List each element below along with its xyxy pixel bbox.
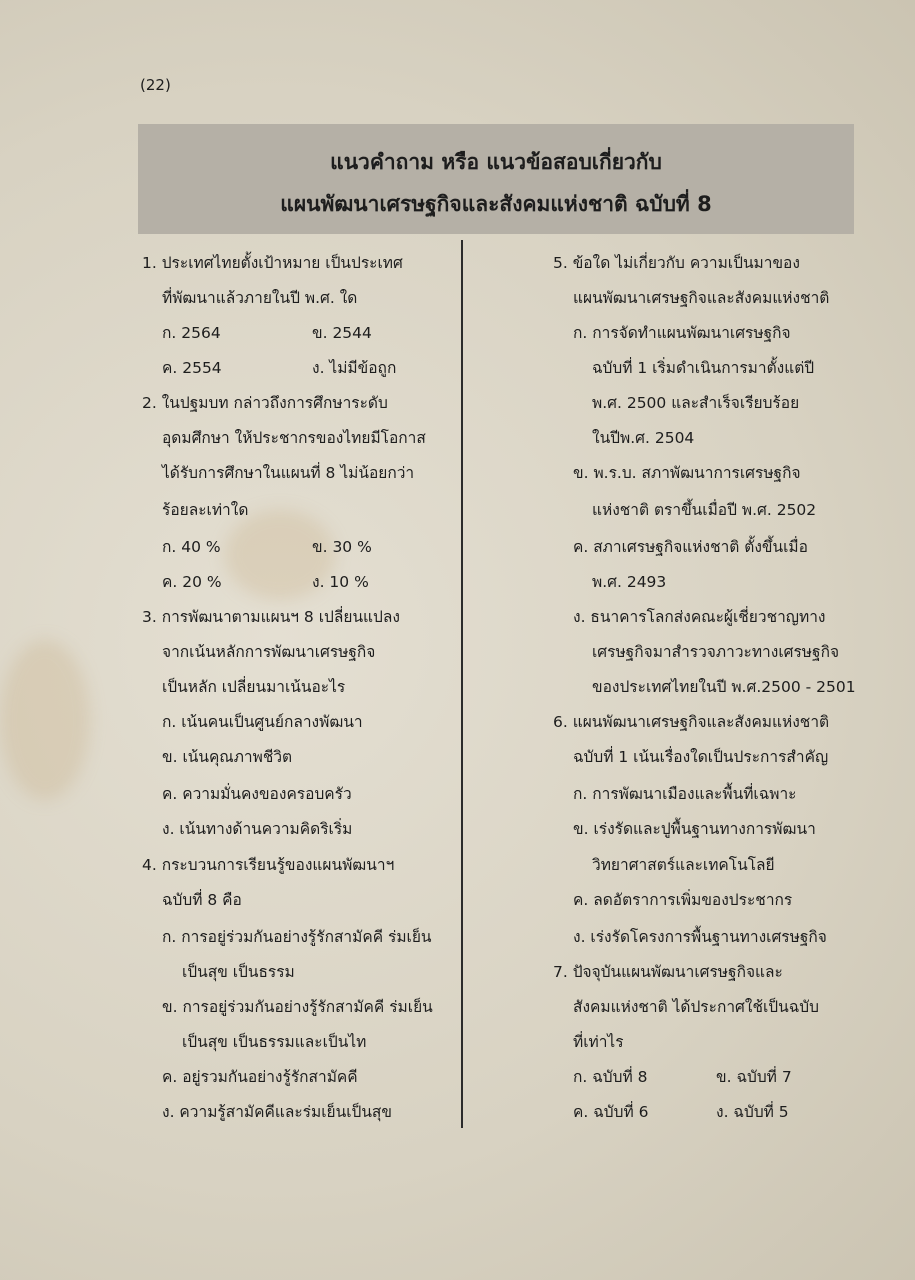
choice-b: ข. 2544	[312, 324, 372, 342]
question-text: เป็นหลัก เปลี่ยนมาเน้นอะไร	[162, 678, 346, 696]
question-text: 2. ในปฐมบท กล่าวถึงการศึกษาระดับ	[142, 394, 388, 412]
choice-c: ค. ความมั่นคงของครอบครัว	[162, 785, 352, 803]
choice-c-continued: พ.ศ. 2493	[592, 573, 667, 591]
choice-d: ง. ความรู้สามัคคีและร่มเย็นเป็นสุข	[162, 1103, 392, 1121]
choice-d: ง. 10 %	[312, 573, 369, 591]
choice-b: ข. เร่งรัดและปูพื้นฐานทางการพัฒนา	[573, 820, 816, 838]
question-text: ร้อยละเท่าใด	[162, 501, 249, 519]
choice-b: ข. การอยู่ร่วมกันอย่างรู้รักสามัคคี ร่มเย็น	[162, 998, 433, 1016]
question-text: แผนพัฒนาเศรษฐกิจและสังคมแห่งชาติ	[573, 289, 830, 307]
paper-stain	[0, 640, 90, 800]
choice-d: ง. เน้นทางด้านความคิดริเริ่ม	[162, 820, 353, 838]
question-text: 1. ประเทศไทยตั้งเป้าหมาย เป็นประเทศ	[142, 254, 403, 272]
choice-a: ก. เน้นคนเป็นศูนย์กลางพัฒนา	[162, 713, 363, 731]
column-divider	[461, 240, 463, 1128]
question-text: 5. ข้อใด ไม่เกี่ยวกับ ความเป็นมาของ	[553, 254, 800, 272]
choice-c: ค. 20 %	[162, 573, 222, 591]
choice-a: ก. ฉบับที่ 8	[573, 1068, 648, 1086]
choice-b: ข. พ.ร.บ. สภาพัฒนาการเศรษฐกิจ	[573, 464, 801, 482]
question-text: จากเน้นหลักการพัฒนาเศรษฐกิจ	[162, 643, 376, 661]
page-number: (22)	[140, 76, 171, 94]
choice-b-continued: แห่งชาติ ตราขึ้นเมื่อปี พ.ศ. 2502	[592, 501, 817, 519]
choice-a: ก. 2564	[162, 324, 221, 342]
choice-a: ก. การจัดทำแผนพัฒนาเศรษฐกิจ	[573, 324, 791, 342]
choice-a: ก. การพัฒนาเมืองและพื้นที่เฉพาะ	[573, 785, 797, 803]
choice-c: ค. ฉบับที่ 6	[573, 1103, 649, 1121]
question-text: สังคมแห่งชาติ ได้ประกาศใช้เป็นฉบับ	[573, 998, 819, 1016]
choice-d-continued: ของประเทศไทยในปี พ.ศ.2500 - 2501	[592, 678, 856, 696]
title-banner	[138, 124, 854, 234]
choice-d: ง. เร่งรัดโครงการพื้นฐานทางเศรษฐกิจ	[573, 928, 827, 946]
title-line-1: แนวคำถาม หรือ แนวข้อสอบเกี่ยวกับ	[330, 150, 662, 174]
question-text: 6. แผนพัฒนาเศรษฐกิจและสังคมแห่งชาติ	[553, 713, 830, 731]
choice-a-continued: พ.ศ. 2500 และสำเร็จเรียบร้อย	[592, 394, 800, 412]
choice-c: ค. ลดอัตราการเพิ่มของประชากร	[573, 891, 793, 909]
question-text: 3. การพัฒนาตามแผนฯ 8 เปลี่ยนแปลง	[142, 608, 400, 626]
choice-a: ก. การอยู่ร่วมกันอย่างรู้รักสามัคคี ร่มเย็น	[162, 928, 432, 946]
choice-a: ก. 40 %	[162, 538, 221, 556]
question-text: อุดมศึกษา ให้ประชากรของไทยมีโอกาส	[162, 429, 426, 447]
question-text: ที่เท่าไร	[573, 1033, 624, 1051]
choice-d: ง. ไม่มีข้อถูก	[312, 359, 397, 377]
choice-d-continued: เศรษฐกิจมาสำรวจภาวะทางเศรษฐกิจ	[592, 643, 840, 661]
choice-c: ค. 2554	[162, 359, 222, 377]
question-text: 7. ปัจจุบันแผนพัฒนาเศรษฐกิจและ	[553, 963, 783, 981]
choice-b: ข. ฉบับที่ 7	[716, 1068, 792, 1086]
choice-b-continued: วิทยาศาสตร์และเทคโนโลยี	[592, 856, 775, 874]
title-line-2: แผนพัฒนาเศรษฐกิจและสังคมแห่งชาติ ฉบับที่ 8	[280, 192, 712, 216]
question-text: ที่พัฒนาแล้วภายในปี พ.ศ. ใด	[162, 289, 358, 307]
choice-a-continued: ในปีพ.ศ. 2504	[592, 429, 695, 447]
choice-a-continued: ฉบับที่ 1 เริ่มดำเนินการมาตั้งแต่ปี	[592, 359, 815, 377]
choice-c: ค. อยู่รวมกันอย่างรู้รักสามัคคี	[162, 1068, 358, 1086]
choice-c: ค. สภาเศรษฐกิจแห่งชาติ ตั้งขึ้นเมื่อ	[573, 538, 808, 556]
question-text: ฉบับที่ 8 คือ	[162, 891, 242, 909]
question-text: ฉบับที่ 1 เน้นเรื่องใดเป็นประการสำคัญ	[573, 748, 829, 766]
choice-b: ข. เน้นคุณภาพชีวิต	[162, 748, 293, 766]
choice-a-continued: เป็นสุข เป็นธรรม	[182, 963, 295, 981]
choice-d: ง. ธนาคารโลกส่งคณะผู้เชี่ยวชาญทาง	[573, 608, 826, 626]
choice-b: ข. 30 %	[312, 538, 372, 556]
choice-d: ง. ฉบับที่ 5	[716, 1103, 789, 1121]
choice-b-continued: เป็นสุข เป็นธรรมและเป็นไท	[182, 1033, 367, 1051]
question-text: ได้รับการศึกษาในแผนที่ 8 ไม่น้อยกว่า	[162, 464, 415, 482]
question-text: 4. กระบวนการเรียนรู้ของแผนพัฒนาฯ	[142, 856, 395, 874]
